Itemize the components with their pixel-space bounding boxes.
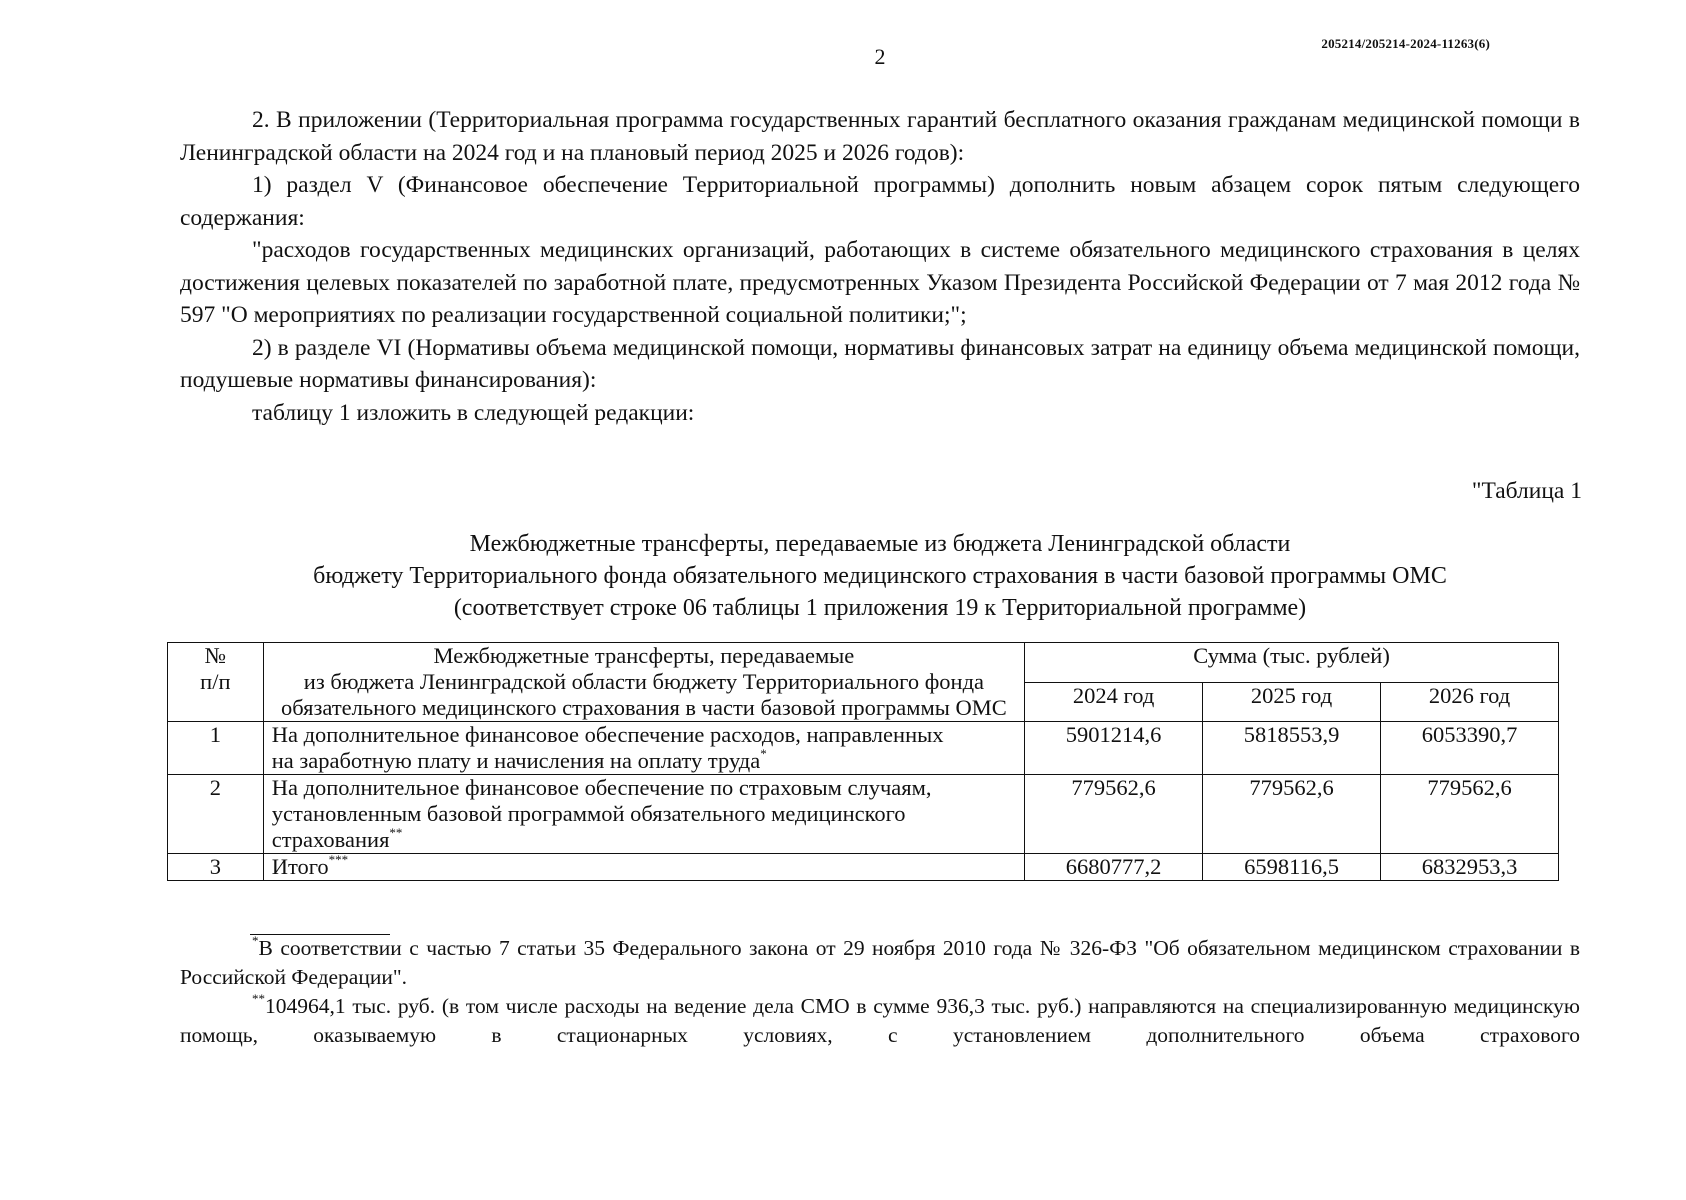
footnote-marker: ** [252, 990, 265, 1006]
footnote-2 [180, 992, 1580, 1050]
body-text [180, 104, 1580, 429]
row-description [263, 775, 1024, 854]
table-caption [0, 528, 1686, 624]
table-header-row [168, 643, 1559, 683]
paragraph-subitem-2: 2) в разделе VI (Нормативы объема медицинской помощи, нормативы финансовых затрат на единицу объема медицинской помощи, подушевые нормативы финансирования): [180, 334, 1580, 393]
paragraph-table-intro: таблицу 1 изложить в следующей редакции: [252, 399, 695, 426]
page-number: 2 [874, 44, 886, 69]
header-desc-line: из бюджета Ленинградской области бюджету Территориального фонда [303, 669, 985, 694]
header-description-cell [263, 643, 1024, 722]
paragraph-subitem-1: 1) раздел V (Финансовое обеспечение Территориальной программы) дополнить новым абзацем сорок пятым следующего содержания: [180, 172, 1580, 231]
header-year-2024: 2024 год [1025, 682, 1203, 722]
footnote-marker: * [760, 745, 767, 761]
row-desc-line-last [271, 824, 1016, 853]
row-desc-line-last [271, 745, 1016, 774]
table-row-total [168, 854, 1559, 881]
row-desc-text: на заработную плату и начисления на оплату труда [271, 748, 761, 773]
document-id: 205214/205214-2024-11263(6) [1321, 36, 1490, 51]
header-year-2025: 2025 год [1203, 682, 1381, 722]
row-value-2025: 5818553,9 [1203, 722, 1381, 775]
row-value-2024: 6680777,2 [1025, 854, 1203, 881]
row-desc-line: На дополнительное финансовое обеспечение расходов, направленных [271, 722, 944, 747]
caption-line-1: Межбюджетные трансферты, передаваемые из бюджета Ленинградской области [469, 531, 1291, 557]
header-desc-line: Межбюджетные трансферты, передаваемые [433, 643, 855, 668]
footnote-marker: ** [389, 824, 403, 840]
row-desc-text: страхования [271, 827, 390, 852]
row-value-2026: 6832953,3 [1381, 854, 1559, 881]
header-sum-cell: Сумма (тыс. рублей) [1025, 643, 1559, 683]
row-desc-line: На дополнительное финансовое обеспечение по страховым случаям, [271, 775, 932, 800]
row-desc-line: установленным базовой программой обязательного медицинского [271, 801, 906, 826]
transfers-table [167, 642, 1559, 881]
footnote-marker: * [252, 932, 259, 948]
paragraph-item-2: 2. В приложении (Территориальная программа государственных гарантий бесплатного оказания гражданам медицинской помощи в Ленинградской области на 2024 год и на плановый период 2025 и 2026 годов): [180, 107, 1580, 166]
header-num-pp: п/п [200, 669, 231, 694]
row-value-2024: 779562,6 [1025, 775, 1203, 854]
table-row [168, 722, 1559, 775]
row-value-2026: 6053390,7 [1381, 722, 1559, 775]
row-desc-text: Итого [271, 854, 329, 879]
row-value-2026: 779562,6 [1381, 775, 1559, 854]
row-value-2024: 5901214,6 [1025, 722, 1203, 775]
row-description [263, 851, 1024, 881]
footnote-marker: *** [328, 851, 349, 867]
row-number: 3 [168, 854, 264, 881]
header-num-sign: № [204, 643, 227, 668]
row-number: 1 [168, 722, 264, 775]
footnote-text: В соответствии с частью 7 статьи 35 Федерального закона от 29 ноября 2010 года № 326-ФЗ "Об обязательном медицинском страховании в Российской Федерации". [180, 936, 1580, 989]
paragraph-quote: "расходов государственных медицинских организаций, работающих в системе обязательного медицинского страхования в целях достижения целевых показателей по заработной плате, предусмотренных Указом Президента Российской Федерации от 7 мая 2012 года № 597 "О мероприятиях по реализации государственной социальной политики;"; [180, 237, 1580, 328]
footnote-1 [180, 934, 1580, 992]
row-value-2025: 779562,6 [1203, 775, 1381, 854]
header-number-cell [168, 643, 264, 722]
row-number: 2 [168, 775, 264, 854]
caption-line-3: (соответствует строке 06 таблицы 1 приложения 19 к Территориальной программе) [453, 595, 1307, 621]
table-label: "Таблица 1 [1471, 478, 1582, 504]
header-year-2026: 2026 год [1381, 682, 1559, 722]
row-description [263, 722, 1024, 775]
footnote-text: 104964,1 тыс. руб. (в том числе расходы на ведение дела СМО в сумме 936,3 тыс. руб.) направляются на специализированную медицинскую помощь, оказываемую в стационарных условиях, с установлением дополнительного объема страхового [180, 994, 1580, 1047]
row-value-2025: 6598116,5 [1203, 854, 1381, 881]
header-desc-line: обязательного медицинского страхования в части базовой программы ОМС [281, 695, 1007, 720]
footnotes [180, 934, 1580, 1050]
table-row [168, 775, 1559, 854]
caption-line-2: бюджету Территориального фонда обязательного медицинского страхования в части базовой программы ОМС [313, 563, 1447, 589]
